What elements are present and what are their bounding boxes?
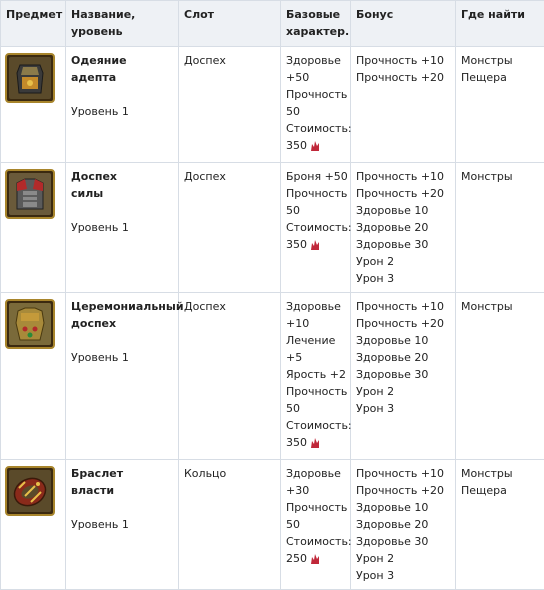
bonus-line: Прочность +20 xyxy=(356,185,451,202)
bonus-line: Урон 3 xyxy=(356,567,451,584)
bonus-line: Урон 3 xyxy=(356,270,451,287)
item-bonus xyxy=(351,293,456,460)
bonus-line: Здоровье 10 xyxy=(356,332,451,349)
item-icon-cell xyxy=(1,163,66,293)
stat-line: 50 xyxy=(286,202,346,219)
item-bonus xyxy=(351,460,456,590)
where-line: Пещера xyxy=(461,69,540,86)
stat-line: Броня +50 xyxy=(286,168,346,185)
stat-line: 50 xyxy=(286,400,346,417)
item-slot: Доспех xyxy=(179,47,281,163)
header-row xyxy=(1,1,544,47)
item-level: Уровень 1 xyxy=(71,103,174,120)
header-stats-line1: Базовые xyxy=(286,6,346,23)
ceremonial-armor-icon[interactable] xyxy=(5,299,55,349)
stat-line: Ярость +2 xyxy=(286,366,346,383)
table-row xyxy=(1,47,544,163)
crystal-currency-icon xyxy=(309,140,321,152)
stat-line: +10 xyxy=(286,315,346,332)
bonus-line: Урон 2 xyxy=(356,253,451,270)
item-where xyxy=(456,293,544,460)
item-bonus xyxy=(351,47,456,163)
stat-line: +5 xyxy=(286,349,346,366)
table-row xyxy=(1,293,544,460)
item-where xyxy=(456,47,544,163)
item-base-stats xyxy=(281,460,351,590)
where-line: Монстры xyxy=(461,52,540,69)
item-bonus xyxy=(351,163,456,293)
stat-line: Прочность xyxy=(286,86,346,103)
crystal-currency-icon xyxy=(309,239,321,251)
crystal-currency-icon xyxy=(309,437,321,449)
stat-line: Здоровье xyxy=(286,52,346,69)
header-where: Где найти xyxy=(456,1,544,47)
item-icon-cell xyxy=(1,293,66,460)
stat-line: Стоимость: xyxy=(286,533,346,550)
bonus-line: Прочность +10 xyxy=(356,52,451,69)
bonus-line: Здоровье 10 xyxy=(356,202,451,219)
stat-line: 50 xyxy=(286,103,346,120)
adept-robe-armor-icon[interactable] xyxy=(5,53,55,103)
item-icon-cell xyxy=(1,47,66,163)
stat-line: Стоимость: xyxy=(286,120,346,137)
item-slot: Кольцо xyxy=(179,460,281,590)
where-line: Монстры xyxy=(461,465,540,482)
header-name-line2: уровень xyxy=(71,23,174,40)
cost-value: 250 xyxy=(286,552,307,565)
bonus-line: Прочность +10 xyxy=(356,168,451,185)
header-name-level xyxy=(66,1,179,47)
bonus-line: Прочность +20 xyxy=(356,482,451,499)
header-base-stats xyxy=(281,1,351,47)
stat-line: Лечение xyxy=(286,332,346,349)
bonus-line: Прочность +20 xyxy=(356,69,451,86)
header-stats-line2: характер. xyxy=(286,23,346,40)
bonus-line: Здоровье 20 xyxy=(356,219,451,236)
item-slot: Доспех xyxy=(179,293,281,460)
item-name[interactable]: Церемониальный доспех xyxy=(71,298,174,332)
item-name-cell xyxy=(66,47,179,163)
header-bonus: Бонус xyxy=(351,1,456,47)
stat-line: +50 xyxy=(286,69,346,86)
stat-line: 50 xyxy=(286,516,346,533)
bonus-line: Здоровье 20 xyxy=(356,516,451,533)
bonus-line: Прочность +10 xyxy=(356,465,451,482)
stat-line: Прочность xyxy=(286,383,346,400)
cost-line xyxy=(286,436,321,449)
power-bracelet-icon[interactable] xyxy=(5,466,55,516)
stat-line: Прочность xyxy=(286,499,346,516)
item-where xyxy=(456,163,544,293)
stat-line: Здоровье xyxy=(286,465,346,482)
cost-line xyxy=(286,139,321,152)
bonus-line: Здоровье 30 xyxy=(356,366,451,383)
cost-value: 350 xyxy=(286,436,307,449)
stat-line: Прочность xyxy=(286,185,346,202)
item-base-stats xyxy=(281,293,351,460)
item-name-cell xyxy=(66,293,179,460)
item-level: Уровень 1 xyxy=(71,219,174,236)
item-name[interactable]: Одеяние адепта xyxy=(71,52,174,86)
item-base-stats xyxy=(281,163,351,293)
bonus-line: Урон 3 xyxy=(356,400,451,417)
bonus-line: Урон 2 xyxy=(356,383,451,400)
item-icon-cell xyxy=(1,460,66,590)
crystal-currency-icon xyxy=(309,553,321,565)
header-name-line1: Название, xyxy=(71,6,174,23)
cost-value: 350 xyxy=(286,238,307,251)
item-name[interactable]: Браслет власти xyxy=(71,465,174,499)
where-line: Пещера xyxy=(461,482,540,499)
bonus-line: Здоровье 30 xyxy=(356,236,451,253)
bonus-line: Здоровье 20 xyxy=(356,349,451,366)
cost-line xyxy=(286,552,321,565)
table-row xyxy=(1,163,544,293)
bonus-line: Урон 2 xyxy=(356,550,451,567)
item-base-stats xyxy=(281,47,351,163)
header-slot: Слот xyxy=(179,1,281,47)
item-level: Уровень 1 xyxy=(71,516,174,533)
stat-line: +30 xyxy=(286,482,346,499)
item-name[interactable]: Доспех силы xyxy=(71,168,174,202)
table-row xyxy=(1,460,544,590)
cost-value: 350 xyxy=(286,139,307,152)
bonus-line: Здоровье 10 xyxy=(356,499,451,516)
bonus-line: Прочность +20 xyxy=(356,315,451,332)
item-slot: Доспех xyxy=(179,163,281,293)
item-name-cell xyxy=(66,163,179,293)
power-armor-icon[interactable] xyxy=(5,169,55,219)
header-item: Предмет xyxy=(1,1,66,47)
stat-line: Стоимость: xyxy=(286,417,346,434)
item-name-cell xyxy=(66,460,179,590)
stat-line: Здоровье xyxy=(286,298,346,315)
cost-line xyxy=(286,238,321,251)
stat-line: Стоимость: xyxy=(286,219,346,236)
item-level: Уровень 1 xyxy=(71,349,174,366)
where-line: Монстры xyxy=(461,298,540,315)
bonus-line: Здоровье 30 xyxy=(356,533,451,550)
item-where xyxy=(456,460,544,590)
bonus-line: Прочность +10 xyxy=(356,298,451,315)
where-line: Монстры xyxy=(461,168,540,185)
